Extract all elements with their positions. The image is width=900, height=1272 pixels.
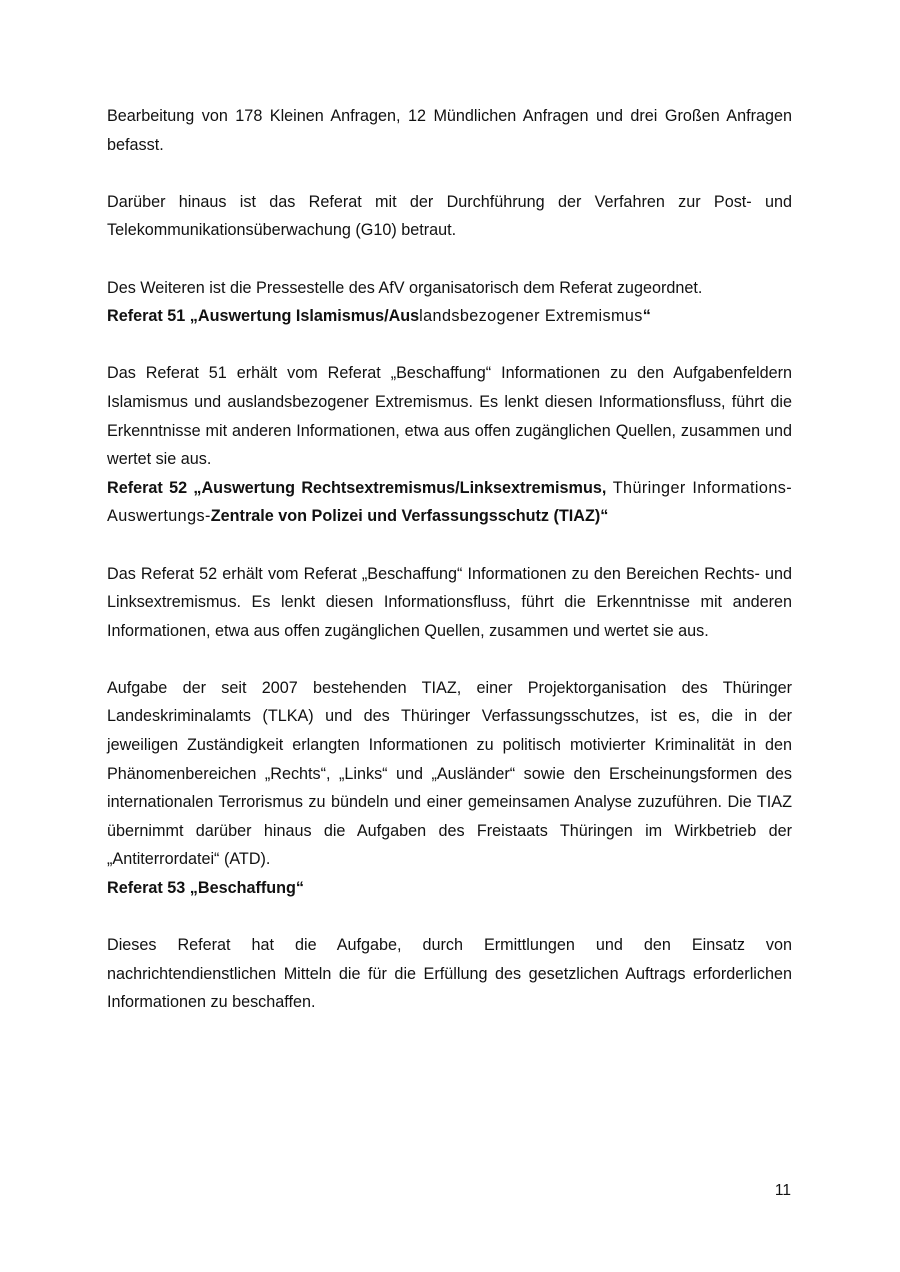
paragraph-referat-51: Das Referat 51 erhält vom Referat „Beschaffung“ Informationen zu den Aufgabenfeldern Islamismus und auslandsbezogener Extremismus. Es lenkt diesen Informationsfluss, führt die Erkenntnisse mit anderen Informationen, etwa aus offen zugänglichen Quellen, zusammen und wertet sie aus. xyxy=(107,364,792,469)
heading-referat-52-tail: Zentrale von Polizei und Verfassungsschutz (TIAZ)“ xyxy=(210,507,609,526)
page-number: 11 xyxy=(774,1182,791,1199)
paragraph-referat-52: Das Referat 52 erhält vom Referat „Beschaffung“ Informationen zu den Bereichen Rechts- und Linksextremismus. Es lenkt diesen Informationsfluss, führt die Erkenntnisse mit anderen Informationen, etwa aus offen zugänglichen Quellen, zusammen und wertet sie aus. xyxy=(107,564,792,640)
heading-referat-51 xyxy=(107,302,792,331)
paragraph-tiaz: Aufgabe der seit 2007 bestehenden TIAZ, einer Projektorganisation des Thüringer Landeskriminalamts (TLKA) und des Thüringer Verfassungsschutzes, ist es, die in der jeweiligen Zuständigkeit erlangten Informationen zu politisch motivierter Kriminalität in den Phänomenbereichen „Rechts“, „Links“ und „Ausländer“ sowie den Erscheinungsformen des internationalen Terrorismus zu bündeln und einer gemeinsamen Analyse zuzuführen. Die TIAZ übernimmt darüber hinaus die Aufgaben des Freistaats Thüringen im Wirkbetrieb der „Antiterrordatei“ (ATD). xyxy=(107,678,792,869)
heading-referat-53 xyxy=(107,874,792,903)
heading-referat-51-bold: Referat 51 „Auswertung Islamismus/Aus xyxy=(107,307,420,326)
heading-referat-51-closing: “ xyxy=(642,307,651,326)
heading-referat-52-light: Thüringer Informations-Auswertungs- xyxy=(107,478,793,526)
heading-referat-52-bold: Referat 52 „Auswertung Rechtsextremismus/Linksextremismus, xyxy=(107,478,607,497)
paragraph-inquiries: Bearbeitung von 178 Kleinen Anfragen, 12 Mündlichen Anfragen und drei Großen Anfragen befasst. xyxy=(107,107,792,154)
heading-referat-52 xyxy=(107,474,792,531)
paragraph-g10: Darüber hinaus ist das Referat mit der Durchführung der Verfahren zur Post- und Telekommunikationsüberwachung (G10) betraut. xyxy=(107,192,792,240)
document-page xyxy=(107,102,792,1017)
heading-referat-51-light: landsbezogener Extremismus xyxy=(419,307,643,326)
paragraph-press-office: Des Weiteren ist die Pressestelle des AfV organisatorisch dem Referat zugeordnet. xyxy=(107,278,703,297)
paragraph-referat-53: Dieses Referat hat die Aufgabe, durch Ermittlungen und den Einsatz von nachrichtendienstlichen Mitteln die für die Erfüllung des gesetzlichen Auftrags erforderlichen Informationen zu beschaffen. xyxy=(107,936,792,1012)
heading-referat-53-bold: Referat 53 „Beschaffung“ xyxy=(107,879,305,898)
